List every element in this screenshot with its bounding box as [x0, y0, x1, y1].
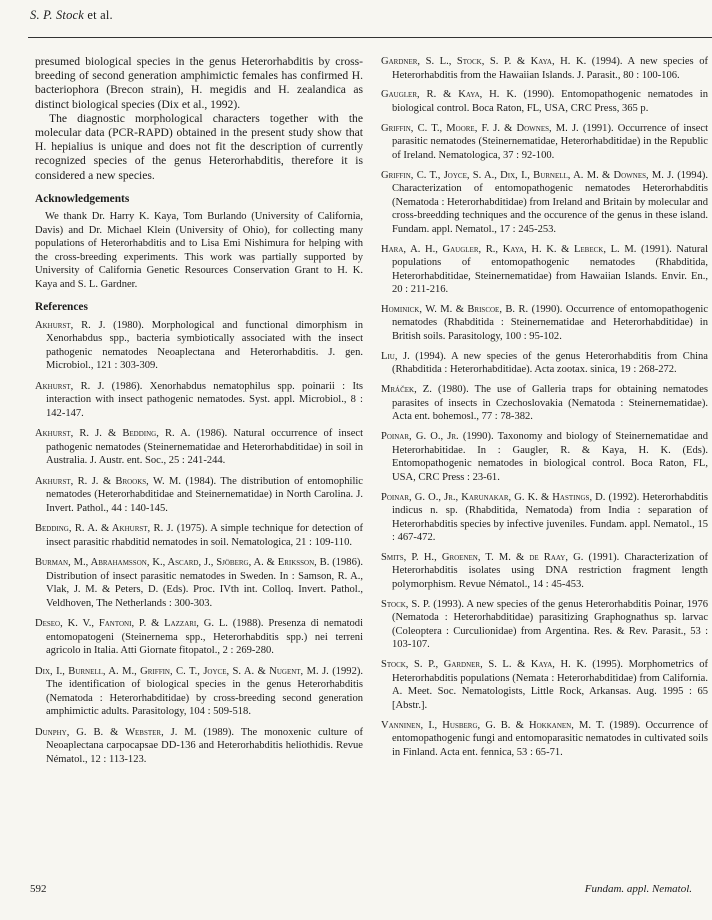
reference-text: A simple technique for detection of insect parasitic rhabditid nematodes in soil. Nematologica, 21 : 109-110. — [46, 523, 363, 548]
left-column — [35, 55, 363, 773]
reference-text: Occurrence of entomopathogenic fungi and entomoparasitic nematodes in cultivated soils in Finland. Acta ent. fennica, 53 : 65-71. — [392, 719, 709, 758]
reference-authors: Hara, A. H., Gaugler, R., Kaya, H. K. & Lebeck, L. M. (1991). — [381, 243, 672, 255]
reference-text: Morphometrics of Heterorhabditis populations (Nemata : Heterorhabditidae) from California. A. Meet. Soc. Nematologists, Little Rock, Arkansas. Aug. 1995 : 65 [Abstr.]. — [392, 659, 708, 711]
reference-item — [381, 55, 708, 82]
reference-authors: Akhurst, R. J. & Brooks, W. M. (1984). — [35, 475, 217, 487]
reference-item — [35, 726, 363, 767]
reference-text: Characterization of Heterorhabditis isolates using DNA restriction fragment length polymorphism. Revue Nématol., 14 : 45-453. — [392, 551, 708, 590]
reference-item — [381, 88, 708, 115]
reference-list-right — [381, 55, 708, 759]
reference-text: Heterorhabditis indicus n. sp. (Rhabditida, Nematoda) from India : separation of Heterorhabditis species by infective juveniles. Fundam. appl. Nematol., 15 : 467-472. — [392, 491, 708, 544]
reference-text: Entomopathogenic nematodes in biological control. Boca Raton, FL, USA, CRC Press, 365 p. — [392, 89, 708, 114]
reference-authors: Mráček, Z. (1980). — [381, 384, 469, 396]
references-heading: References — [35, 301, 88, 314]
acknowledgements-text: We thank Dr. Harry K. Kaya, Tom Burlando (University of California, Davis) and Dr. Michael Klein (University of Ohio), for collecting many populations of Heterorhabditis and to Lisa Emi Nishimura for helping with the cross-breeding experiments. This work was partially supported by University of California Genetic Resources Conservation Grant to H. K. Kaya and S. L. Gardner. — [35, 211, 363, 290]
reference-item — [381, 598, 708, 652]
running-header-author: S. P. Stock — [30, 8, 85, 22]
reference-item — [35, 556, 363, 610]
reference-list-left — [35, 319, 363, 767]
reference-authors: Hominick, W. M. & Briscoe, B. R. (1990). — [381, 303, 563, 315]
reference-text: Morphological and functional dimorphism in Xenorhabdus spp., bacteria symbiotically associated with the insect pathogenic nematodes Neoaplectana and Heterorhabditis. J. gen. Microbiol., 121 : 303-309. — [46, 319, 363, 372]
reference-item — [35, 427, 363, 468]
journal-name: Fundam. appl. Nematol. — [584, 883, 692, 895]
reference-item — [381, 350, 708, 377]
reference-item — [35, 380, 363, 421]
reference-text: Taxonomy and biology of Steinernematidae and Heterorhabitidae. In : Gaugler, R. & Kaya, H. K. (Eds). Entomopathogenic nematodes in biological control. Boca Raton, FL, USA, CRC Press : 23-61. — [392, 431, 708, 483]
reference-text: The use of Galleria traps for obtaining nematodes parasites of insects in Czechoslovakia (Nematoda : Steinernematidae). Acta ent. bohemosl., 77 : 78-382. — [392, 384, 708, 423]
reference-item — [35, 319, 363, 373]
reference-authors: Deseo, K. V., Fantoni, P. & Lazzari, G. L. (1988). — [35, 618, 264, 630]
reference-authors: Smits, P. H., Groenen, T. M. & de Raay, G. (1991). — [381, 551, 620, 563]
reference-text: Natural populations of entomopathogenic nematodes (Rhabditida, Heterorhabditidae, Steinernematidae) from Hawaiian Islands. Envir. En., 20 : 211-216. — [392, 243, 708, 296]
reference-authors: Stock, S. P., Gardner, S. L. & Kaya, H. K. (1995). — [381, 659, 623, 671]
reference-text: Characterization of entomopathogenic nematodes Heterorhabditis (Nematoda : Heterorhabditidae) from Ireland and Britain by molecular and cross-breedding techniques and the occurence of the genus in these island. Fundam. appl. Nematol., 17 : 245-253. — [392, 183, 708, 235]
page-number: 592 — [30, 883, 47, 895]
reference-item — [35, 665, 363, 719]
reference-text: The monoxenic culture of Neoaplectana carpocapsae DD-136 and Heterorhabditis heliothidis. Revue Nématol., 12 : 113-123. — [46, 726, 363, 765]
reference-item — [381, 169, 708, 237]
reference-authors: Akhurst, R. J. (1986). — [35, 380, 143, 392]
reference-item — [35, 617, 363, 658]
reference-authors: Dunphy, G. B. & Webster, J. M. (1989). — [35, 726, 235, 738]
reference-item — [381, 491, 708, 545]
reference-authors: Poinar, G. O., Jr., Karunakar, G. K. & Hastings, D. (1992). — [381, 491, 640, 503]
reference-text: Xenorhabdus nematophilus spp. poinarii : Its interaction with insect pathogenic nematodes. Syst. appl. Microbiol., 8 : 142-147. — [46, 380, 363, 419]
reference-authors: Akhurst, R. J. (1980). — [35, 319, 144, 331]
reference-authors: Dix, I., Burnell, A. M., Griffin, C. T., Joyce, S. A. & Nugent, M. J. (1992). — [35, 665, 363, 677]
reference-text: The identification of biological species in the genus Heterorhabditis (Nematoda : Heterorhabditidae) by cross-breeding second generation amphimictic adults. Parasitology, 104 : 509-518. — [46, 679, 363, 718]
reference-item — [381, 719, 708, 760]
reference-text: The distribution of entomophilic nematodes (Heterorhabditidae and Steinernematidae) in North Carolina. J. Invert. Pathol., 44 : 140-145. — [46, 475, 363, 514]
reference-authors: Griffin, C. T., Joyce, S. A., Dix, I., Burnell, A. M. & Downes, M. J. (1994). — [381, 169, 708, 181]
reference-item — [35, 522, 363, 549]
reference-authors: Burman, M., Abrahamsson, K., Ascard, J., Sjöberg, A. & Eriksson, B. (1986). — [35, 557, 363, 569]
reference-authors: Griffin, C. T., Moore, F. J. & Downes, M. J. (1991). — [381, 122, 614, 134]
body-paragraph: presumed biological species in the genus Heterorhabditis by cross-breeding of second generation amphimictic females has confirmed H. bacteriophora (Brecon strain), H. megidis and H. zealandica as distinct biological species (Dix et al., 1992). — [35, 55, 363, 111]
running-header — [30, 8, 113, 23]
reference-authors: Poinar, G. O., Jr. (1990). — [381, 431, 494, 443]
body-text — [35, 55, 363, 183]
reference-item — [381, 383, 708, 424]
reference-item — [381, 551, 708, 592]
acknowledgements-heading: Acknowledgements — [35, 192, 130, 205]
right-column — [381, 55, 708, 765]
reference-authors: Stock, S. P. (1993). — [381, 598, 464, 610]
reference-item — [381, 303, 708, 344]
reference-text: Occurrence of insect parasitic nematodes (Steinernematidae, Heterorhabditidae) in the Republic of Ireland. Nematologica, 37 : 92-100. — [392, 122, 709, 161]
reference-text: Presenza di nematodi entomopatogeni (Steinernema spp., Heterorhabditis spp.) nei terreni agricolo in Italia. Atti Giornate fitopatol., 2 : 269-280. — [46, 618, 363, 657]
reference-item — [381, 243, 708, 297]
reference-authors: Gardner, S. L., Stock, S. P. & Kaya, H. K. (1994). — [381, 56, 623, 67]
reference-authors: Vanninen, I., Husberg, G. B. & Hokkanen, M. T. (1989). — [381, 719, 641, 731]
reference-authors: Liu, J. (1994). — [381, 350, 447, 362]
reference-item — [381, 430, 708, 484]
reference-text: Distribution of insect parasitic nematodes in Sweden. In : Samson, R. A., Vlak, J. M. & Peters, D. (Eds). Proc. IVth int. Colloq. Invert. Pathol., Veldhoven, The Netherlands : 300-303. — [46, 570, 363, 609]
reference-authors: Gaugler, R. & Kaya, H. K. (1990). — [381, 89, 555, 101]
body-paragraph: The diagnostic morphological characters together with the molecular data (PCR-RAPD) obtained in the present study show that H. hepialius is unique and does not fit the description of currently recognized species of the genus Heterorhabditis, therefore it is considered a new species. — [35, 111, 363, 182]
reference-item — [35, 475, 363, 516]
reference-text: Occurrence of entomopathogenic nematodes (Rhabditida : Steinernematidae and Heterorhabditidae) in British soils. Parasitology, 100 : 95-102. — [392, 303, 709, 342]
running-header-etal: et al. — [87, 8, 113, 22]
reference-text: A new species of the genus Heterorhabditis Poinar, 1976 (Nematoda : Heterorhabditidae) parasitizing Graphognathus sp. larvac (Coleoptera : Curculionidae) from Argentina. Res. & Rev. Parasit., 53 : 103-107. — [392, 598, 708, 651]
reference-text: A new species of the genus Heterorhabditis from China (Rhabditida : Heterorhabditidae). Acta zootax. sinica, 19 : 268-272. — [392, 350, 708, 376]
reference-text: Natural occurrence of insect pathogenic nematodes (Steinernematidae and Heterorhabditidae) in soil in Australia. J. Austr. ent. Soc., 25 : 241-244. — [46, 428, 363, 467]
reference-authors: Bedding, R. A. & Akhurst, R. J. (1975). — [35, 523, 208, 535]
header-rule — [28, 37, 712, 38]
reference-authors: Akhurst, R. J. & Bedding, R. A. (1986). — [35, 428, 228, 440]
reference-item — [381, 122, 708, 163]
reference-text: A new species of Heterorhabditis from the Hawaiian Islands. J. Parasit., 80 : 100-106. — [392, 56, 708, 81]
reference-item — [381, 658, 708, 712]
